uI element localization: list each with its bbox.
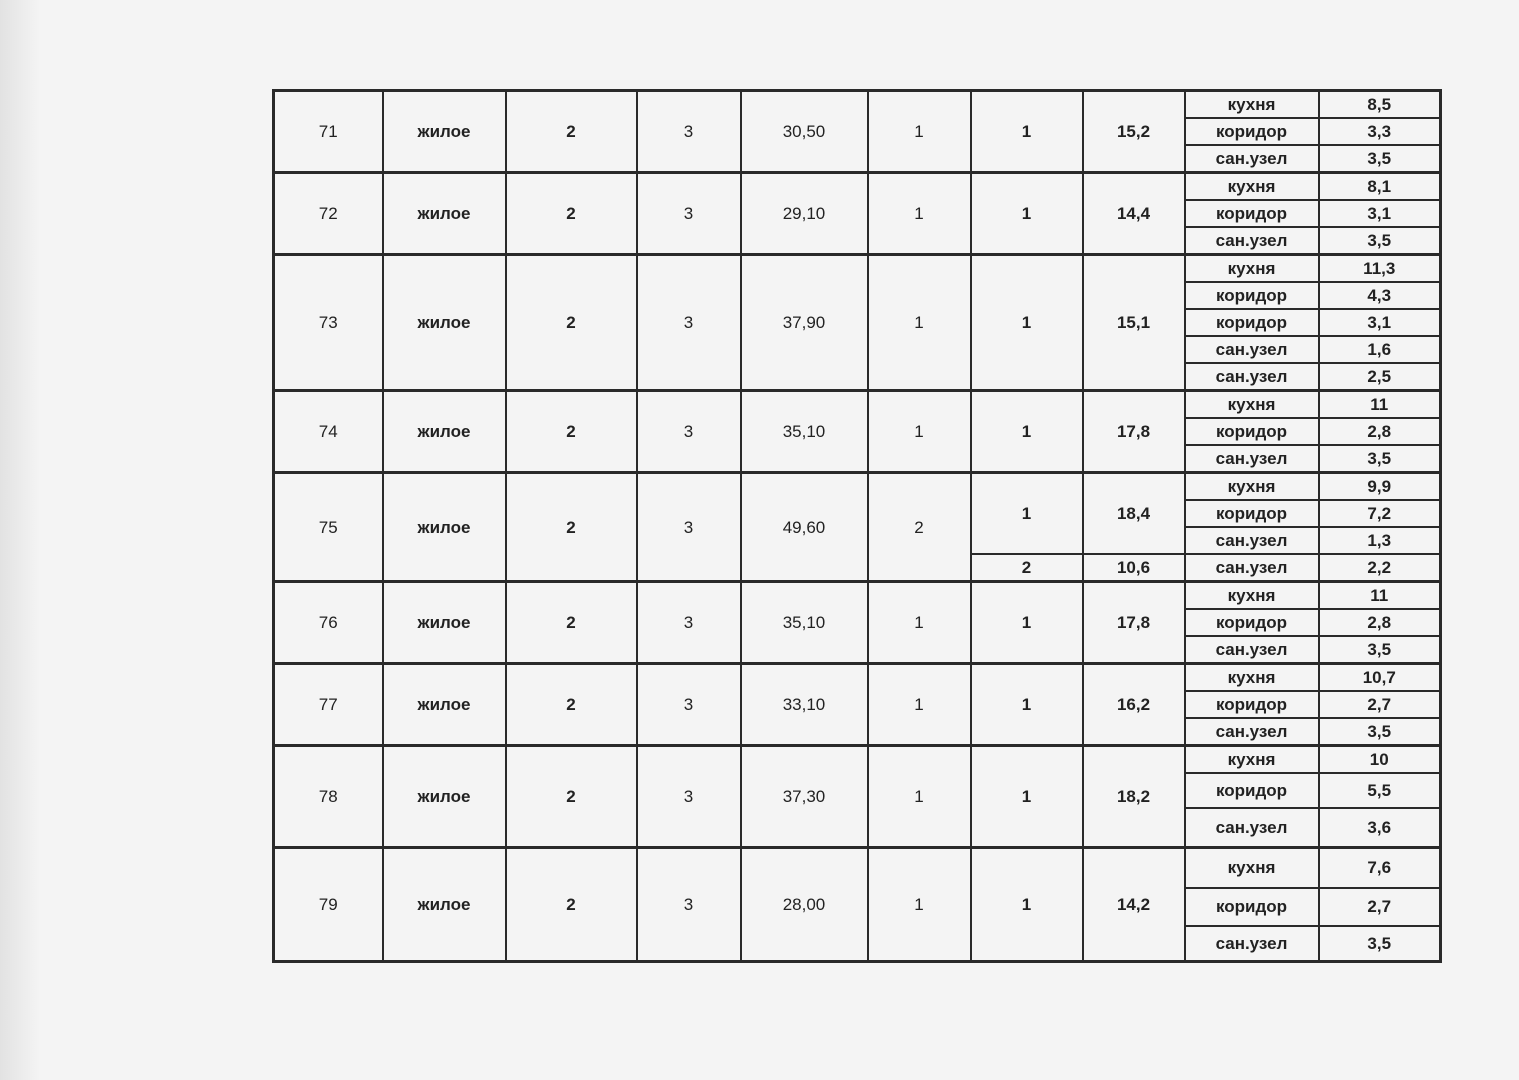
apartment-type-cell: жилое — [383, 255, 506, 391]
aux-room-area-cell: 11,3 — [1319, 255, 1441, 282]
apartment-number-cell: 73 — [274, 255, 383, 391]
total-area-cell: 49,60 — [741, 473, 868, 582]
apartments-table — [272, 89, 1442, 963]
living-room-index-cell: 1 — [971, 848, 1083, 962]
table-row — [274, 391, 1441, 418]
floor-cell: 2 — [506, 664, 637, 746]
total-area-cell: 35,10 — [741, 582, 868, 664]
aux-room-area-cell: 11 — [1319, 391, 1441, 418]
apartment-type-cell: жилое — [383, 391, 506, 473]
floor-cell: 2 — [506, 91, 637, 173]
section-cell: 3 — [637, 848, 741, 962]
floor-cell: 2 — [506, 173, 637, 255]
aux-room-name-cell: коридор — [1185, 609, 1319, 636]
apartment-type-cell: жилое — [383, 91, 506, 173]
section-cell: 3 — [637, 746, 741, 848]
aux-room-name-cell: кухня — [1185, 255, 1319, 282]
living-room-index-cell: 1 — [971, 255, 1083, 391]
aux-room-area-cell: 9,9 — [1319, 473, 1441, 500]
aux-room-name-cell: кухня — [1185, 664, 1319, 691]
aux-room-area-cell: 3,5 — [1319, 718, 1441, 746]
floor-cell: 2 — [506, 473, 637, 582]
aux-room-area-cell: 11 — [1319, 582, 1441, 609]
table-row — [274, 848, 1441, 888]
apartment-number-cell: 79 — [274, 848, 383, 962]
aux-room-name-cell: сан.узел — [1185, 636, 1319, 664]
living-room-index-cell: 1 — [971, 391, 1083, 473]
room-count-cell: 1 — [868, 255, 971, 391]
total-area-cell: 29,10 — [741, 173, 868, 255]
aux-room-name-cell: сан.узел — [1185, 336, 1319, 363]
floor-cell: 2 — [506, 255, 637, 391]
aux-room-area-cell: 3,3 — [1319, 118, 1441, 145]
aux-room-name-cell: сан.узел — [1185, 718, 1319, 746]
apartment-number-cell: 72 — [274, 173, 383, 255]
aux-room-name-cell: коридор — [1185, 118, 1319, 145]
room-count-cell: 1 — [868, 91, 971, 173]
aux-room-area-cell: 8,5 — [1319, 91, 1441, 118]
floor-cell: 2 — [506, 582, 637, 664]
aux-room-area-cell: 3,6 — [1319, 808, 1441, 848]
table-row — [274, 582, 1441, 609]
apartment-number-cell: 71 — [274, 91, 383, 173]
apartment-type-cell: жилое — [383, 664, 506, 746]
aux-room-area-cell: 10 — [1319, 746, 1441, 773]
section-cell: 3 — [637, 391, 741, 473]
section-cell: 3 — [637, 664, 741, 746]
aux-room-area-cell: 2,5 — [1319, 363, 1441, 391]
floor-cell: 2 — [506, 746, 637, 848]
living-room-area-cell: 18,2 — [1083, 746, 1185, 848]
aux-room-name-cell: коридор — [1185, 691, 1319, 718]
aux-room-area-cell: 3,5 — [1319, 445, 1441, 473]
aux-room-area-cell: 2,8 — [1319, 609, 1441, 636]
living-room-area-cell: 14,4 — [1083, 173, 1185, 255]
apartment-number-cell: 74 — [274, 391, 383, 473]
living-room-index-cell: 1 — [971, 473, 1083, 554]
room-count-cell: 1 — [868, 746, 971, 848]
aux-room-area-cell: 3,1 — [1319, 309, 1441, 336]
table-row — [274, 173, 1441, 200]
apartment-type-cell: жилое — [383, 582, 506, 664]
apartment-number-cell: 75 — [274, 473, 383, 582]
apartment-type-cell: жилое — [383, 848, 506, 962]
apartment-number-cell: 77 — [274, 664, 383, 746]
aux-room-area-cell: 3,5 — [1319, 636, 1441, 664]
aux-room-area-cell: 3,5 — [1319, 227, 1441, 255]
apartment-number-cell: 76 — [274, 582, 383, 664]
aux-room-name-cell: коридор — [1185, 200, 1319, 227]
total-area-cell: 37,30 — [741, 746, 868, 848]
aux-room-name-cell: кухня — [1185, 391, 1319, 418]
aux-room-area-cell: 3,5 — [1319, 926, 1441, 962]
aux-room-area-cell: 2,7 — [1319, 691, 1441, 718]
aux-room-name-cell: кухня — [1185, 91, 1319, 118]
page-edge-shadow — [0, 0, 40, 1080]
aux-room-name-cell: кухня — [1185, 173, 1319, 200]
apartment-type-cell: жилое — [383, 746, 506, 848]
aux-room-area-cell: 1,3 — [1319, 527, 1441, 554]
aux-room-name-cell: коридор — [1185, 500, 1319, 527]
living-room-area-cell: 15,2 — [1083, 91, 1185, 173]
aux-room-area-cell: 7,2 — [1319, 500, 1441, 527]
aux-room-name-cell: кухня — [1185, 473, 1319, 500]
living-room-index-cell: 1 — [971, 664, 1083, 746]
table-row — [274, 473, 1441, 500]
living-room-area-cell: 10,6 — [1083, 554, 1185, 582]
aux-room-name-cell: сан.узел — [1185, 808, 1319, 848]
total-area-cell: 28,00 — [741, 848, 868, 962]
aux-room-name-cell: сан.узел — [1185, 363, 1319, 391]
aux-room-area-cell: 7,6 — [1319, 848, 1441, 888]
section-cell: 3 — [637, 582, 741, 664]
living-room-area-cell: 17,8 — [1083, 582, 1185, 664]
floor-cell: 2 — [506, 848, 637, 962]
aux-room-name-cell: сан.узел — [1185, 527, 1319, 554]
aux-room-name-cell: сан.узел — [1185, 445, 1319, 473]
total-area-cell: 30,50 — [741, 91, 868, 173]
apartment-type-cell: жилое — [383, 173, 506, 255]
living-room-index-cell: 1 — [971, 582, 1083, 664]
aux-room-area-cell: 2,2 — [1319, 554, 1441, 582]
table-row — [274, 255, 1441, 282]
aux-room-name-cell: сан.узел — [1185, 926, 1319, 962]
section-cell: 3 — [637, 91, 741, 173]
living-room-index-cell: 1 — [971, 173, 1083, 255]
apartment-number-cell: 78 — [274, 746, 383, 848]
aux-room-name-cell: коридор — [1185, 309, 1319, 336]
aux-room-name-cell: кухня — [1185, 746, 1319, 773]
aux-room-area-cell: 1,6 — [1319, 336, 1441, 363]
aux-room-area-cell: 8,1 — [1319, 173, 1441, 200]
apartments-table-body — [274, 91, 1441, 962]
section-cell: 3 — [637, 473, 741, 582]
section-cell: 3 — [637, 255, 741, 391]
room-count-cell: 1 — [868, 391, 971, 473]
apartment-type-cell: жилое — [383, 473, 506, 582]
living-room-area-cell: 17,8 — [1083, 391, 1185, 473]
living-room-index-cell: 2 — [971, 554, 1083, 582]
aux-room-name-cell: коридор — [1185, 888, 1319, 926]
room-count-cell: 2 — [868, 473, 971, 582]
room-count-cell: 1 — [868, 173, 971, 255]
aux-room-area-cell: 10,7 — [1319, 664, 1441, 691]
total-area-cell: 37,90 — [741, 255, 868, 391]
aux-room-area-cell: 4,3 — [1319, 282, 1441, 309]
aux-room-area-cell: 3,5 — [1319, 145, 1441, 173]
aux-room-name-cell: кухня — [1185, 582, 1319, 609]
aux-room-area-cell: 5,5 — [1319, 773, 1441, 808]
aux-room-name-cell: коридор — [1185, 282, 1319, 309]
aux-room-name-cell: сан.узел — [1185, 145, 1319, 173]
living-room-index-cell: 1 — [971, 91, 1083, 173]
room-count-cell: 1 — [868, 582, 971, 664]
table-row — [274, 746, 1441, 773]
aux-room-area-cell: 2,7 — [1319, 888, 1441, 926]
aux-room-area-cell: 3,1 — [1319, 200, 1441, 227]
aux-room-area-cell: 2,8 — [1319, 418, 1441, 445]
room-count-cell: 1 — [868, 848, 971, 962]
living-room-area-cell: 18,4 — [1083, 473, 1185, 554]
total-area-cell: 33,10 — [741, 664, 868, 746]
aux-room-name-cell: сан.узел — [1185, 227, 1319, 255]
living-room-area-cell: 16,2 — [1083, 664, 1185, 746]
table-row — [274, 664, 1441, 691]
section-cell: 3 — [637, 173, 741, 255]
floor-cell: 2 — [506, 391, 637, 473]
table-row — [274, 91, 1441, 118]
aux-room-name-cell: сан.узел — [1185, 554, 1319, 582]
aux-room-name-cell: кухня — [1185, 848, 1319, 888]
living-room-index-cell: 1 — [971, 746, 1083, 848]
aux-room-name-cell: коридор — [1185, 773, 1319, 808]
living-room-area-cell: 15,1 — [1083, 255, 1185, 391]
aux-room-name-cell: коридор — [1185, 418, 1319, 445]
living-room-area-cell: 14,2 — [1083, 848, 1185, 962]
total-area-cell: 35,10 — [741, 391, 868, 473]
room-count-cell: 1 — [868, 664, 971, 746]
